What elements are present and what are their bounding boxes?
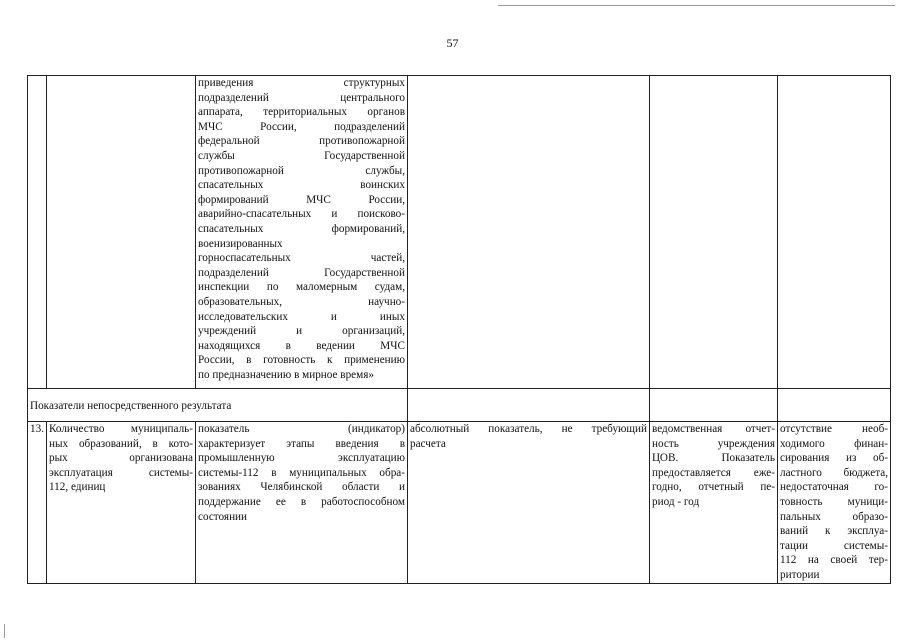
section-header-row <box>28 389 891 422</box>
text-line: системы-112 в муниципальных обра- <box>198 466 405 479</box>
indicator-description <box>198 422 405 524</box>
text-line: ведомственная отчет- <box>652 423 775 435</box>
indicator-description-cell <box>196 422 408 584</box>
text-line: промышленную эксплуатацию <box>198 452 405 465</box>
text-line: инспекции по маломерным судам, <box>198 281 405 294</box>
cell-empty-risk <box>778 76 891 389</box>
calculation-method-cell <box>408 422 650 584</box>
text-line: Количество муниципаль- <box>49 423 193 435</box>
text-line: характеризует этапы введения в <box>198 437 405 450</box>
text-line: ность учреждения <box>652 437 775 450</box>
section-empty-source <box>650 389 778 422</box>
text-line: федеральной противопожарной <box>198 135 405 148</box>
cell-empty-num <box>28 76 47 389</box>
cell-empty-calc <box>408 76 650 389</box>
table-row <box>28 422 891 584</box>
text-line: расчета <box>410 437 446 450</box>
text-line: риод - год <box>652 495 700 508</box>
data-source <box>652 422 775 510</box>
text-line: МЧС России, подразделений <box>198 120 405 133</box>
cell-empty-indicator <box>47 76 196 389</box>
header-rule <box>498 5 895 6</box>
calculation-method <box>410 422 647 451</box>
text-line: тации системы- <box>780 539 888 552</box>
text-line: по предназначению в мирное время» <box>198 368 374 381</box>
text-line: ластного бюджета, <box>780 466 888 479</box>
text-line: формирований МЧС России, <box>198 193 405 206</box>
text-line: ЦОВ. Показатель <box>652 452 775 465</box>
text-line: находящихся в ведении МЧС <box>198 339 405 352</box>
text-line: исследовательских и иных <box>198 310 405 323</box>
text-line: показатель (индикатор) <box>198 423 405 435</box>
text-line: ных образований, в кото- <box>49 437 193 450</box>
text-line: службы Государственной <box>198 149 405 162</box>
text-line: спасательных формирований, <box>198 222 405 235</box>
text-line: ваний к эксплуа- <box>780 525 888 538</box>
data-source-cell <box>650 422 778 584</box>
text-line: ритории <box>780 568 820 581</box>
text-line: спасательных воинских <box>198 179 405 192</box>
text-line: товность муници- <box>780 495 888 508</box>
continuation-row <box>28 76 891 389</box>
text-line: зованиях Челябинской области и <box>198 481 405 494</box>
text-line: приведения структурных <box>198 77 405 89</box>
text-line: сирования из об- <box>780 452 888 465</box>
text-line: поддержание ее в работоспособном <box>198 495 405 508</box>
text-line: состоянии <box>198 510 248 523</box>
text-line: подразделений Государственной <box>198 266 405 279</box>
text-line: подразделений центрального <box>198 91 405 104</box>
section-header: Показатели непосредственного результата <box>28 389 408 422</box>
text-line: эксплуатация системы- <box>49 466 193 479</box>
text-line: предоставляется еже- <box>652 466 775 479</box>
text-line: недостаточная го- <box>780 481 888 494</box>
text-line: отсутствие необ- <box>780 423 888 435</box>
indicator-name-cell <box>47 422 196 584</box>
indicators-table <box>27 75 891 584</box>
text-line: аварийно-спасательных и поисково- <box>198 208 405 221</box>
text-line: абсолютный показатель, не требующий <box>410 423 647 435</box>
indicator-name <box>49 422 193 495</box>
text-line: пальных образо- <box>780 510 888 523</box>
text-line: 112, единиц <box>49 481 106 494</box>
text-line: годно, отчетный пе- <box>652 481 775 494</box>
continuation-text-cell <box>196 76 408 389</box>
text-line: аппарата, территориальных органов <box>198 106 405 119</box>
row-number: 13. <box>28 422 47 584</box>
text-line: рых организована <box>49 452 193 465</box>
risk-factors <box>780 422 888 583</box>
text-line: противопожарной службы, <box>198 164 405 177</box>
section-empty-risk <box>778 389 891 422</box>
text-line: военизированных <box>198 237 283 250</box>
page-number: 57 <box>446 36 459 50</box>
continuation-text <box>198 76 405 382</box>
text-line: России, в готовность к применению <box>198 354 405 367</box>
cell-empty-source <box>650 76 778 389</box>
text-line: ходимого финан- <box>780 437 888 450</box>
text-line: горноспасательных частей, <box>198 252 405 265</box>
text-line: образовательных, научно- <box>198 295 405 308</box>
text-line: 112 на своей тер- <box>780 554 888 567</box>
section-empty-calc <box>408 389 650 422</box>
margin-mark <box>4 624 5 638</box>
risk-factors-cell <box>778 422 891 584</box>
text-line: учреждений и организаций, <box>198 325 405 338</box>
